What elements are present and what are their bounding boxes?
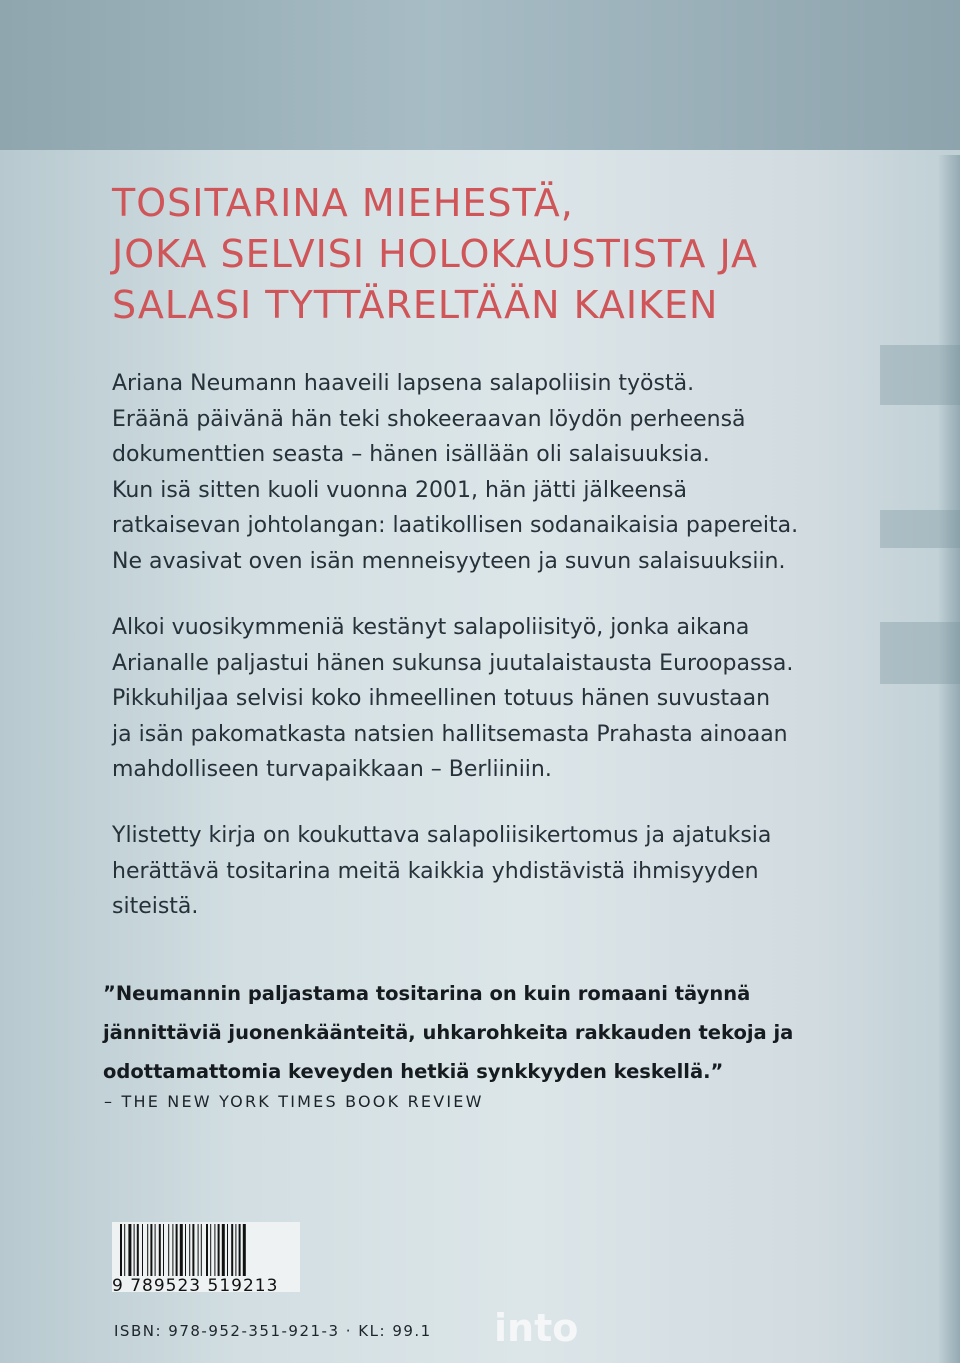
quote-line: ”Neumannin paljastama tositarina on kuin romaani täynnä [103, 982, 751, 1005]
publisher-logo: into [494, 1306, 579, 1350]
barcode-bar [159, 1224, 161, 1276]
barcode-bar [201, 1224, 202, 1276]
headline-line: TOSITARINA MIEHESTÄ, [112, 181, 574, 225]
quote-attribution: – THE NEW YORK TIMES BOOK REVIEW [104, 1092, 484, 1111]
barcode-bar [227, 1224, 228, 1276]
headline [112, 178, 872, 331]
barcode-bar [168, 1224, 169, 1276]
paragraph-line: Alkoi vuosikymmeniä kestänyt salapoliisityö, jonka aikana [112, 615, 750, 640]
barcode-bar [128, 1224, 131, 1276]
headline-line: SALASI TYTTÄRELTÄÄN KAIKEN [112, 283, 719, 327]
barcode-bar [239, 1224, 241, 1276]
barcode-bar [142, 1224, 143, 1276]
barcode-bar [150, 1224, 152, 1276]
barcode-bar [198, 1224, 199, 1276]
barcode-bar [243, 1224, 246, 1276]
headline-line: JOKA SELVISI HOLOKAUSTISTA JA [112, 232, 758, 276]
paragraph-line: Kun isä sitten kuoli vuonna 2001, hän jätti jälkeensä [112, 477, 687, 503]
paragraph-line: Arianalle paljastui hänen sukunsa juutalaistausta Euroopassa. [112, 650, 794, 676]
background-top-band [0, 0, 960, 150]
barcode-bar [163, 1224, 164, 1276]
isbn-line: ISBN: 978-952-351-921-3 · KL: 99.1 [114, 1322, 432, 1340]
barcode-icon [118, 1222, 298, 1280]
paragraph-line: herättävä tositarina meitä kaikkia yhdistävistä ihmisyyden [112, 858, 759, 884]
barcode-digits: 9 789523 519213 [112, 1276, 279, 1296]
barcode-bar [155, 1224, 156, 1276]
barcode-bar [214, 1224, 215, 1276]
review-quote [103, 974, 883, 1091]
edge-shadow-band [880, 510, 960, 548]
barcode-bar [218, 1224, 220, 1276]
edge-shadow-band [880, 345, 960, 405]
blurb-paragraph-3 [112, 818, 872, 925]
barcode-bar [235, 1224, 236, 1276]
barcode-bar [189, 1224, 190, 1276]
barcode-bar [185, 1224, 186, 1276]
quote-line: jännittäviä juonenkäänteitä, uhkarohkeita rakkauden tekoja ja [103, 1021, 794, 1044]
barcode-bar [176, 1224, 178, 1276]
barcode-bar [180, 1224, 183, 1276]
barcode-bar [172, 1224, 173, 1276]
paragraph-line: ja isän pakomatkasta natsien hallitsemasta Prahasta ainoaan [112, 721, 788, 747]
barcode-bar [124, 1224, 125, 1276]
barcode-bar [222, 1224, 225, 1276]
barcode-bar [192, 1224, 194, 1276]
paragraph-line: Ariana Neumann haaveili lapsena salapoliisin työstä. [112, 371, 695, 396]
barcode-bar [137, 1224, 139, 1276]
paragraph-line: mahdolliseen turvapaikkaan – Berliiniin. [112, 757, 552, 782]
barcode-bar [206, 1224, 208, 1276]
paragraph-line: Eräänä päivänä hän teki shokeeraavan löydön perheensä [112, 406, 746, 432]
paragraph-line: dokumenttien seasta – hänen isällään oli salaisuuksia. [112, 442, 710, 467]
paragraph-line: siteistä. [112, 894, 199, 919]
edge-shadow-band [880, 622, 960, 684]
barcode-bar [147, 1224, 148, 1276]
quote-line: odottamattomia keveyden hetkiä synkkyyden keskellä.” [103, 1060, 724, 1083]
barcode-bar [120, 1224, 122, 1276]
blurb-paragraph-1 [112, 366, 872, 579]
barcode-bar [231, 1224, 233, 1276]
blurb-paragraph-2 [112, 610, 872, 788]
paragraph-line: Ylistetty kirja on koukuttava salapoliisikertomus ja ajatuksia [112, 823, 772, 848]
paragraph-line: Ne avasivat oven isän menneisyyteen ja suvun salaisuuksiin. [112, 548, 786, 574]
cover-right-edge [938, 155, 960, 1363]
paragraph-line: Pikkuhiljaa selvisi koko ihmeellinen totuus hänen suvustaan [112, 686, 771, 711]
paragraph-line: ratkaisevan johtolangan: laatikollisen sodanaikaisia papereita. [112, 513, 799, 538]
barcode-bar [210, 1224, 211, 1276]
barcode-bar [134, 1224, 135, 1276]
